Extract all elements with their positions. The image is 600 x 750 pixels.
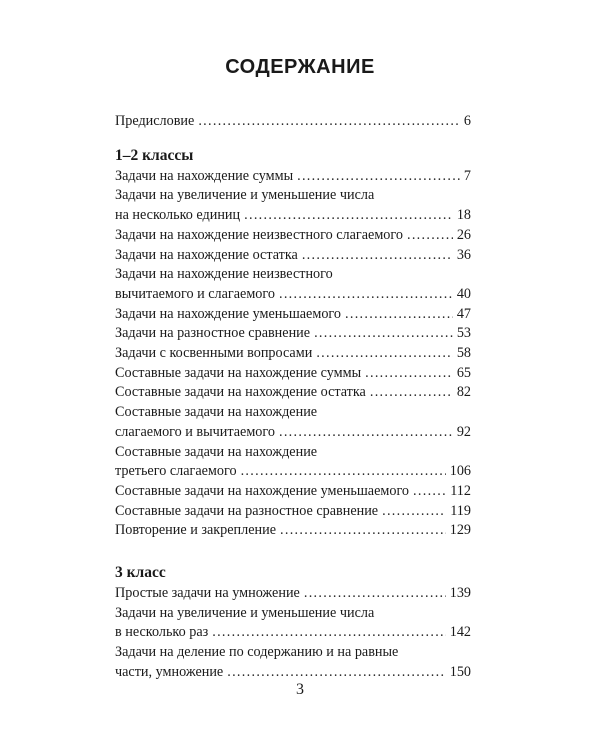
dot-leader xyxy=(345,305,453,325)
toc-entry xyxy=(115,324,471,344)
toc-entry-page: 26 xyxy=(456,226,471,243)
toc-entry-preface xyxy=(115,112,471,132)
toc-entry xyxy=(115,643,471,682)
toc-entry-line xyxy=(115,502,471,522)
toc-entry-title: Задачи с косвенными вопросами xyxy=(115,345,313,362)
toc-entry xyxy=(115,265,471,304)
dot-leader xyxy=(304,584,446,604)
section-heading: 1–2 классы xyxy=(115,146,194,164)
toc-entry-line xyxy=(115,285,471,305)
toc-entry xyxy=(115,364,471,384)
dot-leader xyxy=(316,344,453,364)
toc-entry-title: слагаемого и вычитаемого xyxy=(115,423,275,440)
page-title: СОДЕРЖАНИЕ xyxy=(225,56,375,78)
toc-entry-title-line: Задачи на увеличение и уменьшение числа xyxy=(115,187,375,204)
toc-entry-line xyxy=(115,462,471,482)
toc-entry-line xyxy=(115,344,471,364)
toc-entry-title: Составные задачи на нахождение остатка xyxy=(115,384,366,401)
toc-entry-line xyxy=(115,364,471,384)
toc-entry-page: 92 xyxy=(456,423,471,440)
toc-entry-line xyxy=(115,584,471,604)
toc-entry-title: на несколько единиц xyxy=(115,207,241,224)
toc-entry xyxy=(115,226,471,246)
dot-leader xyxy=(302,246,453,266)
toc-entry xyxy=(115,403,471,442)
toc-entry-title-line: Задачи на увеличение и уменьшение числа xyxy=(115,604,375,621)
toc-entry xyxy=(115,482,471,502)
toc-entry-title: вычитаемого и слагаемого xyxy=(115,285,275,302)
toc-entry-line xyxy=(115,521,471,541)
toc-entry-page: 7 xyxy=(463,167,471,184)
toc-entry-line xyxy=(115,167,471,187)
toc-entry-line xyxy=(115,305,471,325)
dot-leader xyxy=(297,167,460,187)
dot-leader xyxy=(382,502,446,522)
dot-leader xyxy=(279,285,453,305)
toc-entry-line xyxy=(115,206,471,226)
toc-entry-title-line: Составные задачи на нахождение xyxy=(115,443,318,460)
toc-entry-title: Повторение и закрепление xyxy=(115,522,276,539)
toc-entry-page: 6 xyxy=(463,113,471,129)
dot-leader xyxy=(365,364,453,384)
table-of-contents xyxy=(115,112,471,683)
toc-section xyxy=(115,145,471,541)
dot-leader xyxy=(279,423,453,443)
dot-leader xyxy=(314,324,453,344)
toc-entry-page: 82 xyxy=(456,384,471,401)
toc-entry-page: 129 xyxy=(449,522,471,539)
page-number: 3 xyxy=(296,681,304,698)
toc-entry-title: Задачи на нахождение суммы xyxy=(115,167,294,184)
toc-entry-page: 36 xyxy=(456,246,471,263)
toc-entry-title: в несколько раз xyxy=(115,624,209,641)
toc-entry-page: 47 xyxy=(456,305,471,322)
toc-entry-line xyxy=(115,246,471,266)
toc-entry-page: 142 xyxy=(449,624,471,641)
dot-leader xyxy=(212,623,445,643)
toc-entry-line xyxy=(115,226,471,246)
toc-entry xyxy=(115,604,471,643)
toc-entry xyxy=(115,383,471,403)
dot-leader xyxy=(227,663,445,683)
dot-leader xyxy=(244,206,453,226)
toc-entry-line xyxy=(115,423,471,443)
toc-entry-title-line: Задачи на деление по содержанию и на равные xyxy=(115,644,399,661)
toc-entry-title: Предисловие xyxy=(115,113,195,129)
toc-entry-line xyxy=(115,482,471,502)
toc-entry-page: 53 xyxy=(456,325,471,342)
toc-entry-title: Составные задачи на нахождение суммы xyxy=(115,364,362,381)
toc-entry-title: Задачи на нахождение остатка xyxy=(115,246,298,263)
toc-entry-line xyxy=(115,663,471,683)
toc-entry-page: 112 xyxy=(450,482,471,499)
toc-entry-title: Задачи на нахождение уменьшаемого xyxy=(115,305,341,322)
toc-entry xyxy=(115,344,471,364)
toc-entry-page: 106 xyxy=(449,463,471,480)
toc-entry-page: 150 xyxy=(449,663,471,680)
toc-entry-page: 58 xyxy=(456,345,471,362)
toc-section xyxy=(115,562,471,683)
dot-leader xyxy=(241,462,446,482)
toc-entry-title: Задачи на нахождение неизвестного слагаемого xyxy=(115,226,403,243)
toc-entry-line xyxy=(115,112,471,132)
toc-entry-title: части, умножение xyxy=(115,663,224,680)
toc-entry-title: Задачи на разностное сравнение xyxy=(115,325,311,342)
toc-entry-page: 65 xyxy=(456,364,471,381)
section-heading: 3 класс xyxy=(115,564,166,582)
toc-sections xyxy=(115,145,471,683)
toc-entry-title: Составные задачи на разностное сравнение xyxy=(115,502,379,519)
toc-entry-title: Простые задачи на умножение xyxy=(115,585,300,602)
toc-entry xyxy=(115,186,471,225)
toc-entry-title: третьего слагаемого xyxy=(115,463,237,480)
toc-entry xyxy=(115,167,471,187)
toc-entry-line xyxy=(115,623,471,643)
toc-entry-line xyxy=(115,383,471,403)
dot-leader xyxy=(280,521,446,541)
toc-entry xyxy=(115,305,471,325)
toc-entry-page: 139 xyxy=(449,585,471,602)
toc-entry-line xyxy=(115,324,471,344)
dot-leader xyxy=(407,226,453,246)
toc-entry xyxy=(115,443,471,482)
dot-leader xyxy=(370,383,453,403)
toc-entry xyxy=(115,502,471,522)
toc-entry-title-line: Составные задачи на нахождение xyxy=(115,404,318,421)
toc-entry-title-line: Задачи на нахождение неизвестного xyxy=(115,266,333,283)
toc-entry-page: 119 xyxy=(450,502,471,519)
toc-entry xyxy=(115,246,471,266)
dot-leader xyxy=(413,482,446,502)
toc-entry xyxy=(115,584,471,604)
toc-entry-title: Составные задачи на нахождение уменьшаемого xyxy=(115,482,410,499)
toc-entry-page: 40 xyxy=(456,285,471,302)
toc-entry-page: 18 xyxy=(456,207,471,224)
dot-leader xyxy=(198,112,460,132)
toc-entry xyxy=(115,521,471,541)
